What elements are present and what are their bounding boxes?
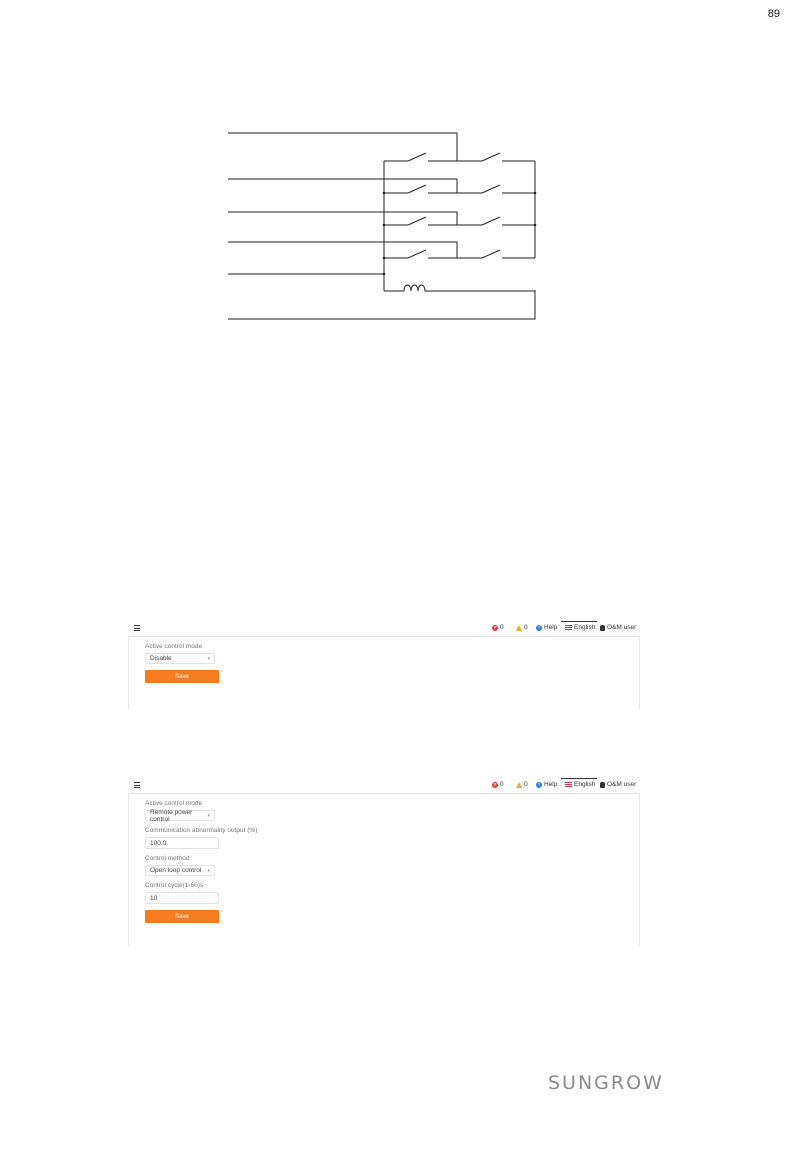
abnormal-output-label: Communication abnormality output (%) xyxy=(145,827,258,834)
user-menu[interactable]: O&M user xyxy=(600,624,636,631)
user-icon xyxy=(600,625,605,631)
save-button[interactable]: Save xyxy=(145,910,219,923)
help-link[interactable]: ? Help xyxy=(537,624,558,631)
wire-1 xyxy=(228,133,457,161)
control-method-select[interactable]: Open loop control ▾ xyxy=(145,865,215,876)
fault-indicator[interactable]: ✕ 0 xyxy=(493,624,504,631)
mode-select[interactable]: Disable ▾ xyxy=(145,653,215,664)
mode-label: Active control mode xyxy=(145,643,203,650)
menu-icon[interactable] xyxy=(134,782,140,788)
chevron-down-icon: ▾ xyxy=(207,655,210,662)
sungrow-logo: SUNGROW xyxy=(548,1072,664,1094)
menu-icon[interactable] xyxy=(134,625,140,631)
mode-label: Active control mode xyxy=(145,800,203,807)
chevron-down-icon: ▾ xyxy=(207,812,210,819)
page-number: 89 xyxy=(767,8,780,20)
top-bar xyxy=(128,620,640,637)
screenshot-remote-power xyxy=(128,777,640,936)
help-link[interactable]: ? Help xyxy=(537,781,558,788)
language-selector[interactable]: English xyxy=(565,624,595,631)
flag-icon xyxy=(565,782,572,787)
help-icon: ? xyxy=(537,781,541,787)
user-menu[interactable]: O&M user xyxy=(600,781,636,788)
chevron-down-icon: ▾ xyxy=(207,867,210,874)
wire-6 xyxy=(228,290,535,319)
alarm-indicator[interactable]: 0 xyxy=(516,781,528,788)
language-underline xyxy=(561,621,597,622)
language-underline xyxy=(561,778,597,779)
fault-icon: ✕ xyxy=(493,781,497,787)
fault-indicator[interactable]: ✕ 0 xyxy=(493,781,504,788)
abnormal-output-input[interactable]: 100.0 xyxy=(145,837,219,849)
wiring-diagram xyxy=(0,0,794,360)
user-icon xyxy=(600,782,605,788)
screenshot-disable xyxy=(128,620,640,698)
form-panel xyxy=(128,637,640,709)
warning-icon xyxy=(516,625,522,631)
control-cycle-input[interactable]: 10 xyxy=(145,892,219,904)
flag-icon xyxy=(565,625,572,630)
alarm-indicator[interactable]: 0 xyxy=(516,624,528,631)
coil xyxy=(384,285,535,291)
mode-select[interactable]: Remote power control ▾ xyxy=(145,810,215,821)
control-cycle-label: Control cycle(1-60)s xyxy=(145,882,204,889)
top-bar xyxy=(128,777,640,794)
save-button[interactable]: Save xyxy=(145,670,219,683)
fault-icon: ✕ xyxy=(493,624,497,630)
form-panel xyxy=(128,794,640,947)
help-icon: ? xyxy=(537,624,541,630)
language-selector[interactable]: English xyxy=(565,781,595,788)
control-method-label: Control method xyxy=(145,855,190,862)
warning-icon xyxy=(516,782,522,788)
wire-4 xyxy=(228,242,457,258)
